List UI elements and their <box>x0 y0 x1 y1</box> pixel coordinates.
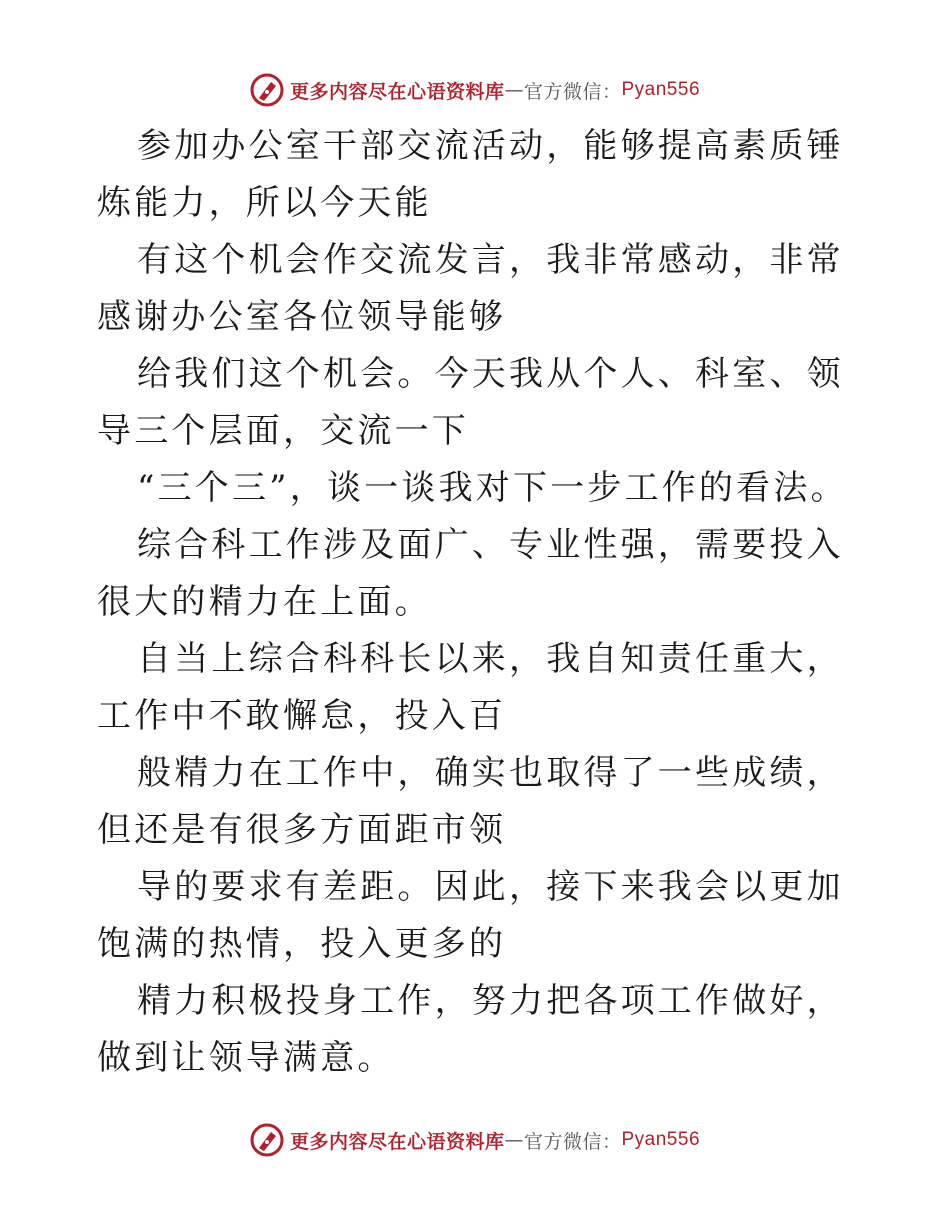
banner-wechat-id: Pyan556 <box>621 1129 701 1150</box>
paragraph: 参加办公室干部交流活动，能够提高素质锤炼能力，所以今天能 <box>97 126 844 223</box>
paragraph: 精力积极投身工作，努力把各项工作做好，做到让领导满意。 <box>97 981 844 1078</box>
banner-main-text: 更多内容尽在心语资料库 <box>289 80 505 103</box>
paragraph: “三个三”，谈一谈我对下一步工作的看法。 <box>137 468 848 508</box>
header-banner <box>0 70 950 110</box>
paragraph: 自当上综合科科长以来，我自知责任重大，工作中不敢懈怠，投入百 <box>97 639 844 736</box>
banner-wechat-id: Pyan556 <box>621 79 701 100</box>
banner-separator: — <box>504 79 524 101</box>
banner-suffix-text: 官方微信： <box>523 1130 622 1153</box>
paragraph: 有这个机会作交流发言，我非常感动，非常感谢办公室各位领导能够 <box>97 240 844 337</box>
pen-nib-logo-icon <box>250 1123 284 1157</box>
paragraph: 般精力在工作中，确实也取得了一些成绩，但还是有很多方面距市领 <box>97 753 844 850</box>
banner-suffix-text: 官方微信： <box>523 80 622 103</box>
banner-separator: — <box>504 1129 524 1151</box>
footer-banner <box>0 1120 950 1160</box>
paragraph: 导的要求有差距。因此，接下来我会以更加饱满的热情，投入更多的 <box>97 867 844 964</box>
banner-main-text: 更多内容尽在心语资料库 <box>289 1130 505 1153</box>
document-body <box>97 118 857 1087</box>
paragraph: 综合科工作涉及面广、专业性强，需要投入很大的精力在上面。 <box>97 525 844 622</box>
pen-nib-logo-icon <box>250 73 284 107</box>
paragraph: 给我们这个机会。今天我从个人、科室、领导三个层面，交流一下 <box>97 354 844 451</box>
